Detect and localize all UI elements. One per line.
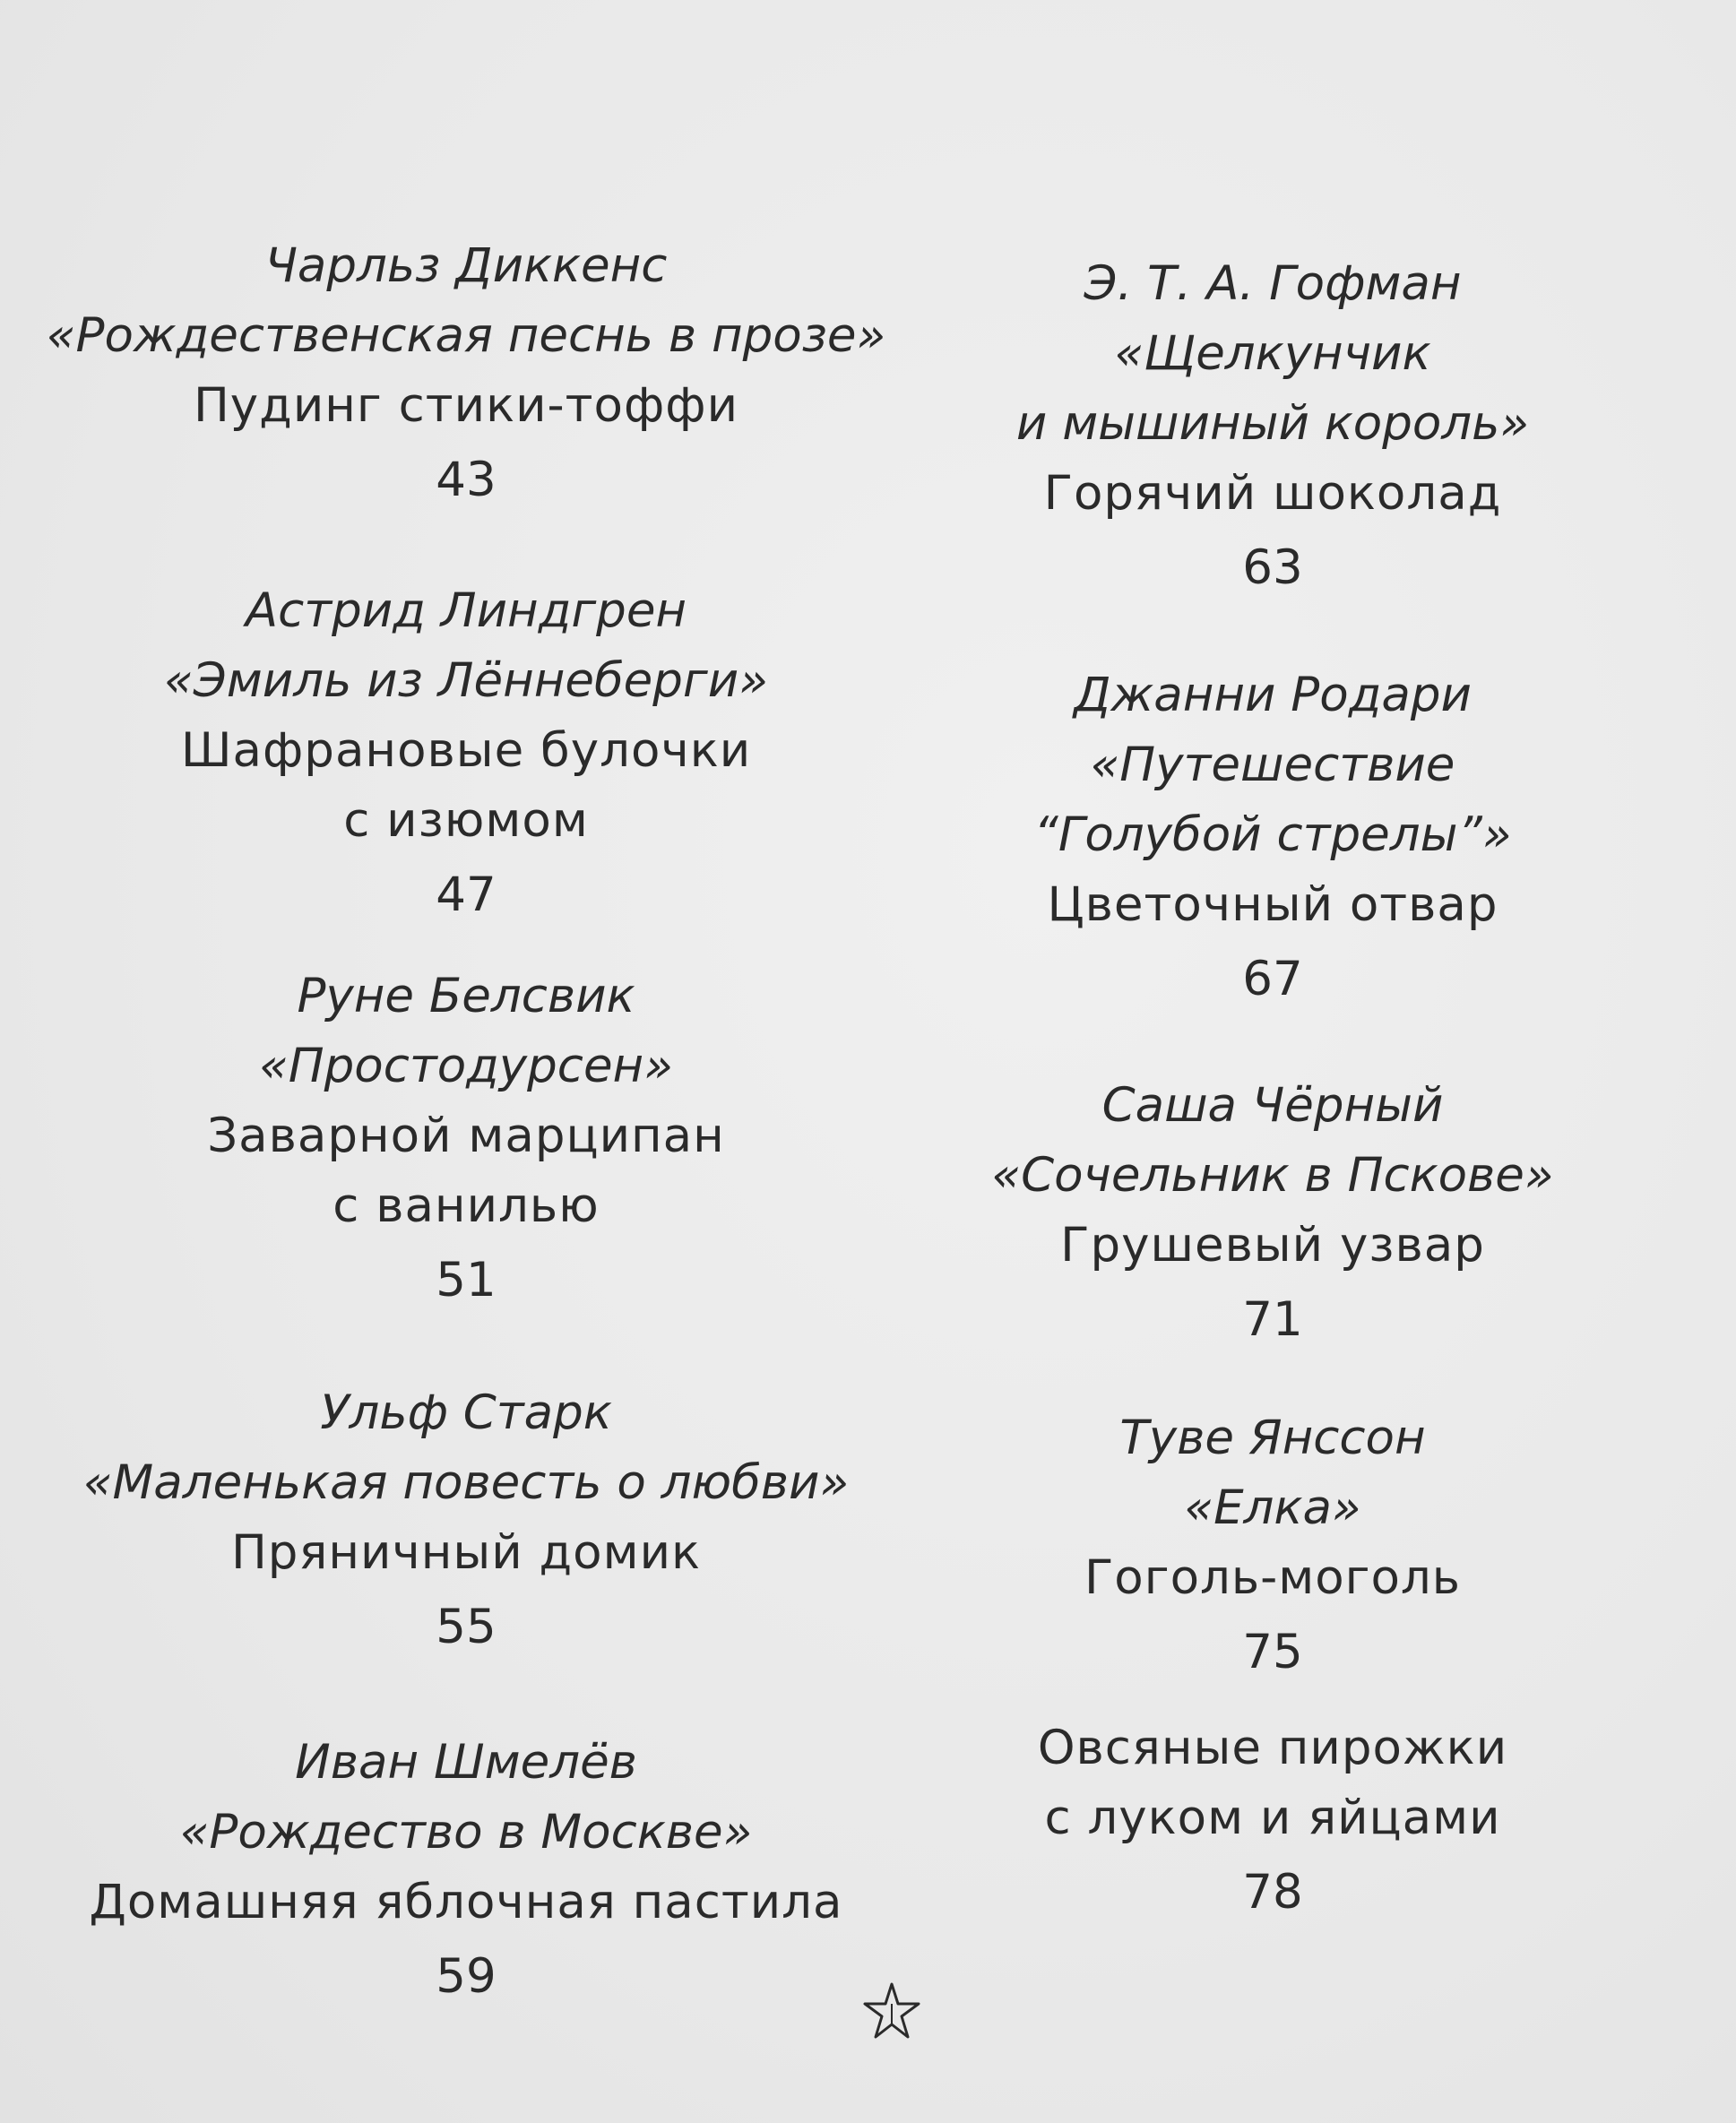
toc-entry	[941, 660, 1604, 1019]
page-number: 59	[436, 1949, 497, 2004]
work-title: «Щелкунчик	[1114, 326, 1431, 381]
star-ornament-icon	[860, 1981, 923, 2043]
toc-entry	[941, 249, 1604, 608]
page-number: 51	[436, 1253, 497, 1307]
recipe-title: с луком и яйцами	[1044, 1791, 1501, 1845]
work-title: и мышиный король»	[1015, 396, 1530, 451]
work-title: «Простодурсен»	[259, 1039, 673, 1093]
author-name: Чарльз Диккенс	[264, 238, 668, 293]
work-title: «Елка»	[1184, 1480, 1361, 1535]
author-name: Э. Т. А. Гофман	[1084, 256, 1462, 311]
page-number: 63	[1242, 540, 1303, 595]
author-name: Саша Чёрный	[1101, 1078, 1444, 1133]
toc-entry	[27, 1728, 905, 2016]
recipe-title: Шафрановые булочки	[180, 723, 752, 778]
recipe-title: Грушевый узвар	[1060, 1218, 1485, 1273]
work-title: «Сочельник в Пскове»	[991, 1148, 1554, 1203]
toc-entry	[27, 576, 905, 935]
author-name: Джанни Родари	[1074, 668, 1472, 722]
toc-entry	[27, 962, 905, 1320]
recipe-title: с ванилью	[333, 1178, 600, 1233]
toc-entry	[27, 231, 905, 520]
recipe-title: Горячий шоколад	[1043, 466, 1502, 521]
page-number: 67	[1242, 952, 1303, 1006]
recipe-title: Цветочный отвар	[1047, 877, 1498, 932]
recipe-title: Пряничный домик	[230, 1525, 702, 1580]
show-through-text	[663, 63, 703, 187]
recipe-title: Овсяные пирожки	[1037, 1721, 1508, 1775]
toc-entry	[941, 1071, 1604, 1359]
toc-entry	[27, 1378, 905, 1667]
recipe-title: с изюмом	[343, 793, 589, 848]
author-name: Иван Шмелёв	[295, 1735, 637, 1790]
page-number: 55	[436, 1600, 497, 1654]
page-number: 71	[1242, 1292, 1303, 1347]
recipe-title: Заварной марципан	[207, 1109, 725, 1163]
recipe-title: Гоголь-моголь	[1084, 1550, 1462, 1605]
page-number: 75	[1242, 1625, 1303, 1679]
author-name: Астрид Линдгрен	[245, 583, 687, 638]
work-title: «Эмиль из Лённеберги»	[164, 653, 768, 708]
toc-entry	[941, 1713, 1604, 1932]
work-title: «Маленькая повесть о любви»	[82, 1455, 850, 1510]
author-name: Ульф Старк	[320, 1385, 612, 1440]
toc-entry	[941, 1403, 1604, 1692]
author-name: Руне Белсвик	[297, 969, 635, 1023]
work-title: «Путешествие	[1090, 738, 1455, 792]
page-number: 43	[436, 453, 497, 507]
work-title: «Рождественская песнь в прозе»	[46, 308, 886, 363]
author-name: Туве Янссон	[1119, 1411, 1426, 1465]
work-title: «Рождество в Москве»	[179, 1805, 753, 1860]
recipe-title: Домашняя яблочная пастила	[89, 1875, 843, 1929]
work-title: “Голубой стрелы”»	[1033, 807, 1512, 862]
page-number: 78	[1242, 1865, 1303, 1920]
recipe-title: Пудинг стики-тоффи	[193, 378, 739, 433]
page-number: 47	[436, 867, 497, 922]
